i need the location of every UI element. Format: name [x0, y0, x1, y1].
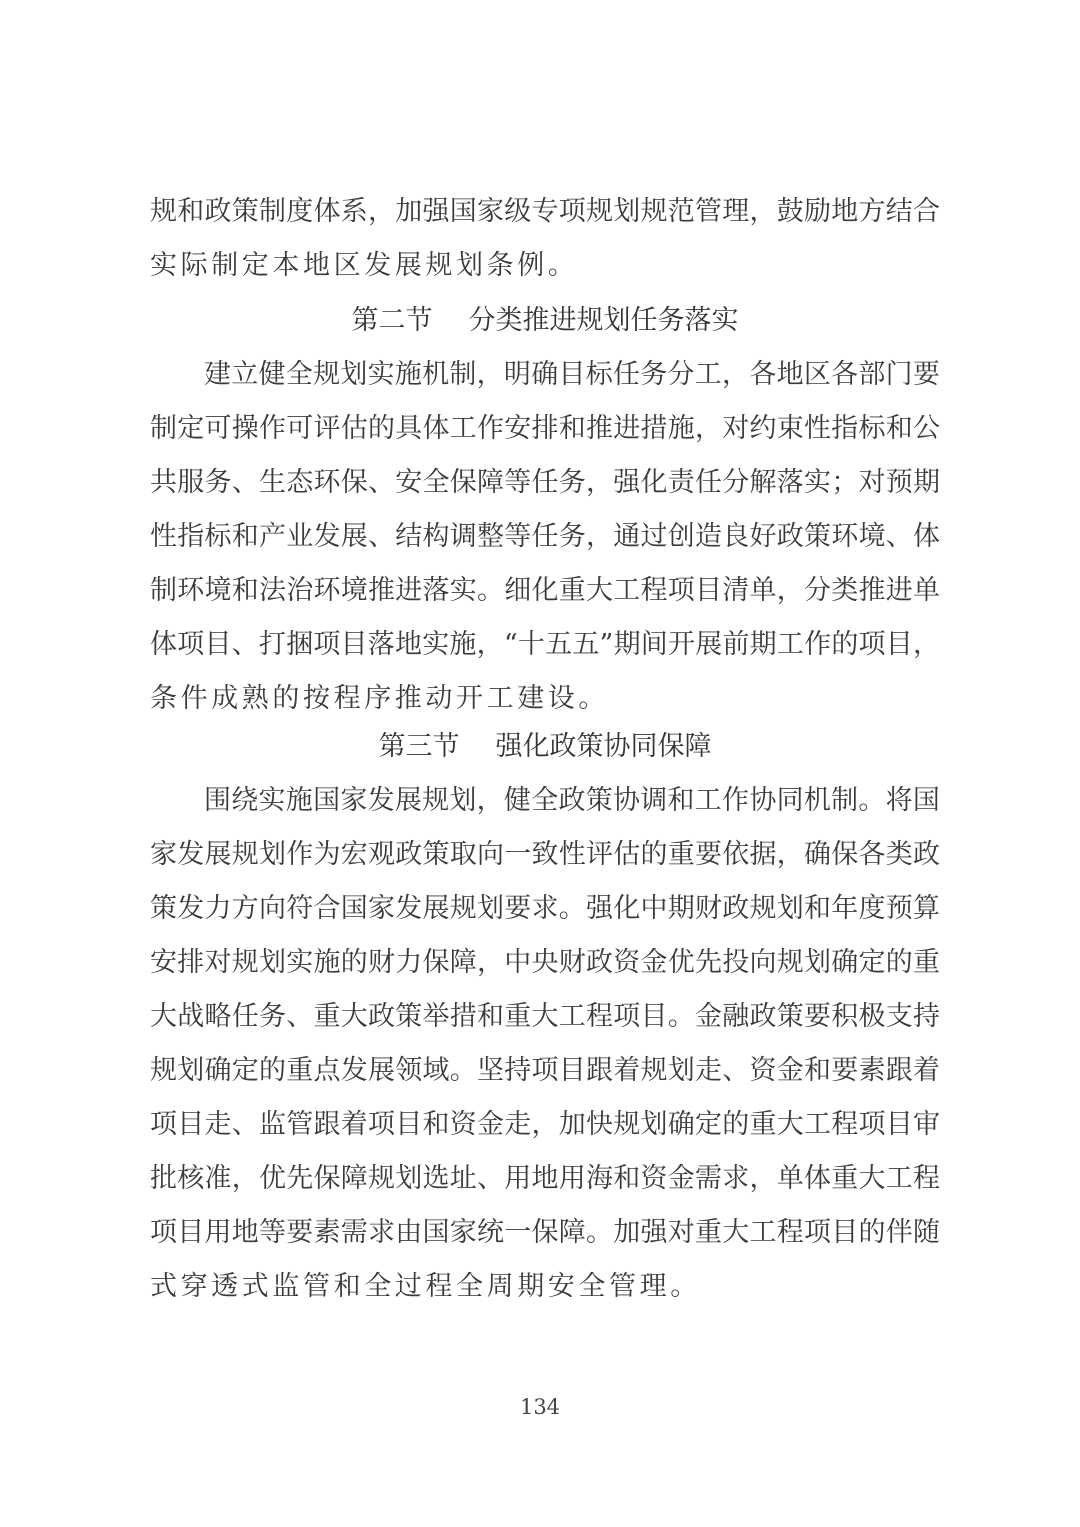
section-number: 第二节: [351, 305, 433, 336]
section-title: 强化政策协同保障: [495, 731, 712, 762]
paragraph-line: 共 服 务 、 生 态 环 保 、 安 全 保 障 等 任 务 ， 强 化 责 任 分 解 落 实 ； 对 预 期: [150, 467, 940, 498]
paragraph-line: 批 核 准 ， 优 先 保 障 规 划 选 址 、 用 地 用 海 和 资 金 需 求 ， 单 体 重 大 工 程: [150, 1163, 940, 1194]
section-title: 分类推进规划任务落实: [468, 305, 739, 336]
paragraph-line: 体 项 目 、 打 捆 项 目 落 地 实 施 ， “ 十 五 五 ” 期 间 开 展 前 期 工 作 的 项 目 ，: [150, 629, 940, 660]
section-number: 第三节: [378, 731, 460, 762]
page-number: 134: [519, 1395, 561, 1419]
paragraph-line: 家 发 展 规 划 作 为 宏 观 政 策 取 向 一 致 性 评 估 的 重 要 依 据 ， 确 保 各 类 政: [150, 839, 940, 870]
paragraph-line: 围 绕 实 施 国 家 发 展 规 划 ， 健 全 政 策 协 调 和 工 作 协 同 机 制 。 将 国: [204, 785, 940, 816]
paragraph-line: 规 划 确 定 的 重 点 发 展 领 域 。 坚 持 项 目 跟 着 规 划 走 、 资 金 和 要 素 跟 着: [150, 1055, 940, 1086]
paragraph-line: 规 和 政 策 制 度 体 系 ， 加 强 国 家 级 专 项 规 划 规 范 管 理 ， 鼓 励 地 方 结 合: [150, 196, 940, 227]
paragraph-line: 条件成熟的按程序推动开工建设。: [150, 683, 609, 714]
paragraph-line: 项 目 用 地 等 要 素 需 求 由 国 家 统 一 保 障 。 加 强 对 重 大 工 程 项 目 的 伴 随: [150, 1217, 940, 1248]
paragraph-line: 性 指 标 和 产 业 发 展 、 结 构 调 整 等 任 务 ， 通 过 创 造 良 好 政 策 环 境 、 体: [150, 521, 940, 552]
paragraph-line: 策 发 力 方 向 符 合 国 家 发 展 规 划 要 求 。 强 化 中 期 财 政 规 划 和 年 度 预 算: [150, 893, 940, 924]
paragraph-line: 制 定 可 操 作 可 评 估 的 具 体 工 作 安 排 和 推 进 措 施 ， 对 约 束 性 指 标 和 公: [150, 413, 940, 444]
section-heading: [150, 727, 940, 767]
paragraph-line: 式穿透式监管和全过程全周期安全管理。: [150, 1271, 701, 1302]
paragraph-line: 项 目 走 、 监 管 跟 着 项 目 和 资 金 走 ， 加 快 规 划 确 定 的 重 大 工 程 项 目 审: [150, 1109, 940, 1140]
section-heading: [150, 301, 940, 341]
paragraph-line: 制 环 境 和 法 治 环 境 推 进 落 实 。 细 化 重 大 工 程 项 目 清 单 ， 分 类 推 进 单: [150, 575, 940, 606]
paragraph-line: 安 排 对 规 划 实 施 的 财 力 保 障 ， 中 央 财 政 资 金 优 先 投 向 规 划 确 定 的 重: [150, 947, 940, 978]
paragraph-line: 大 战 略 任 务 、 重 大 政 策 举 措 和 重 大 工 程 项 目 。 金 融 政 策 要 积 极 支 持: [150, 1001, 940, 1032]
paragraph-line: 实际制定本地区发展规划条例。: [150, 250, 579, 281]
paragraph-line: 建 立 健 全 规 划 实 施 机 制 ， 明 确 目 标 任 务 分 工 ， 各 地 区 各 部 门 要: [204, 359, 940, 390]
